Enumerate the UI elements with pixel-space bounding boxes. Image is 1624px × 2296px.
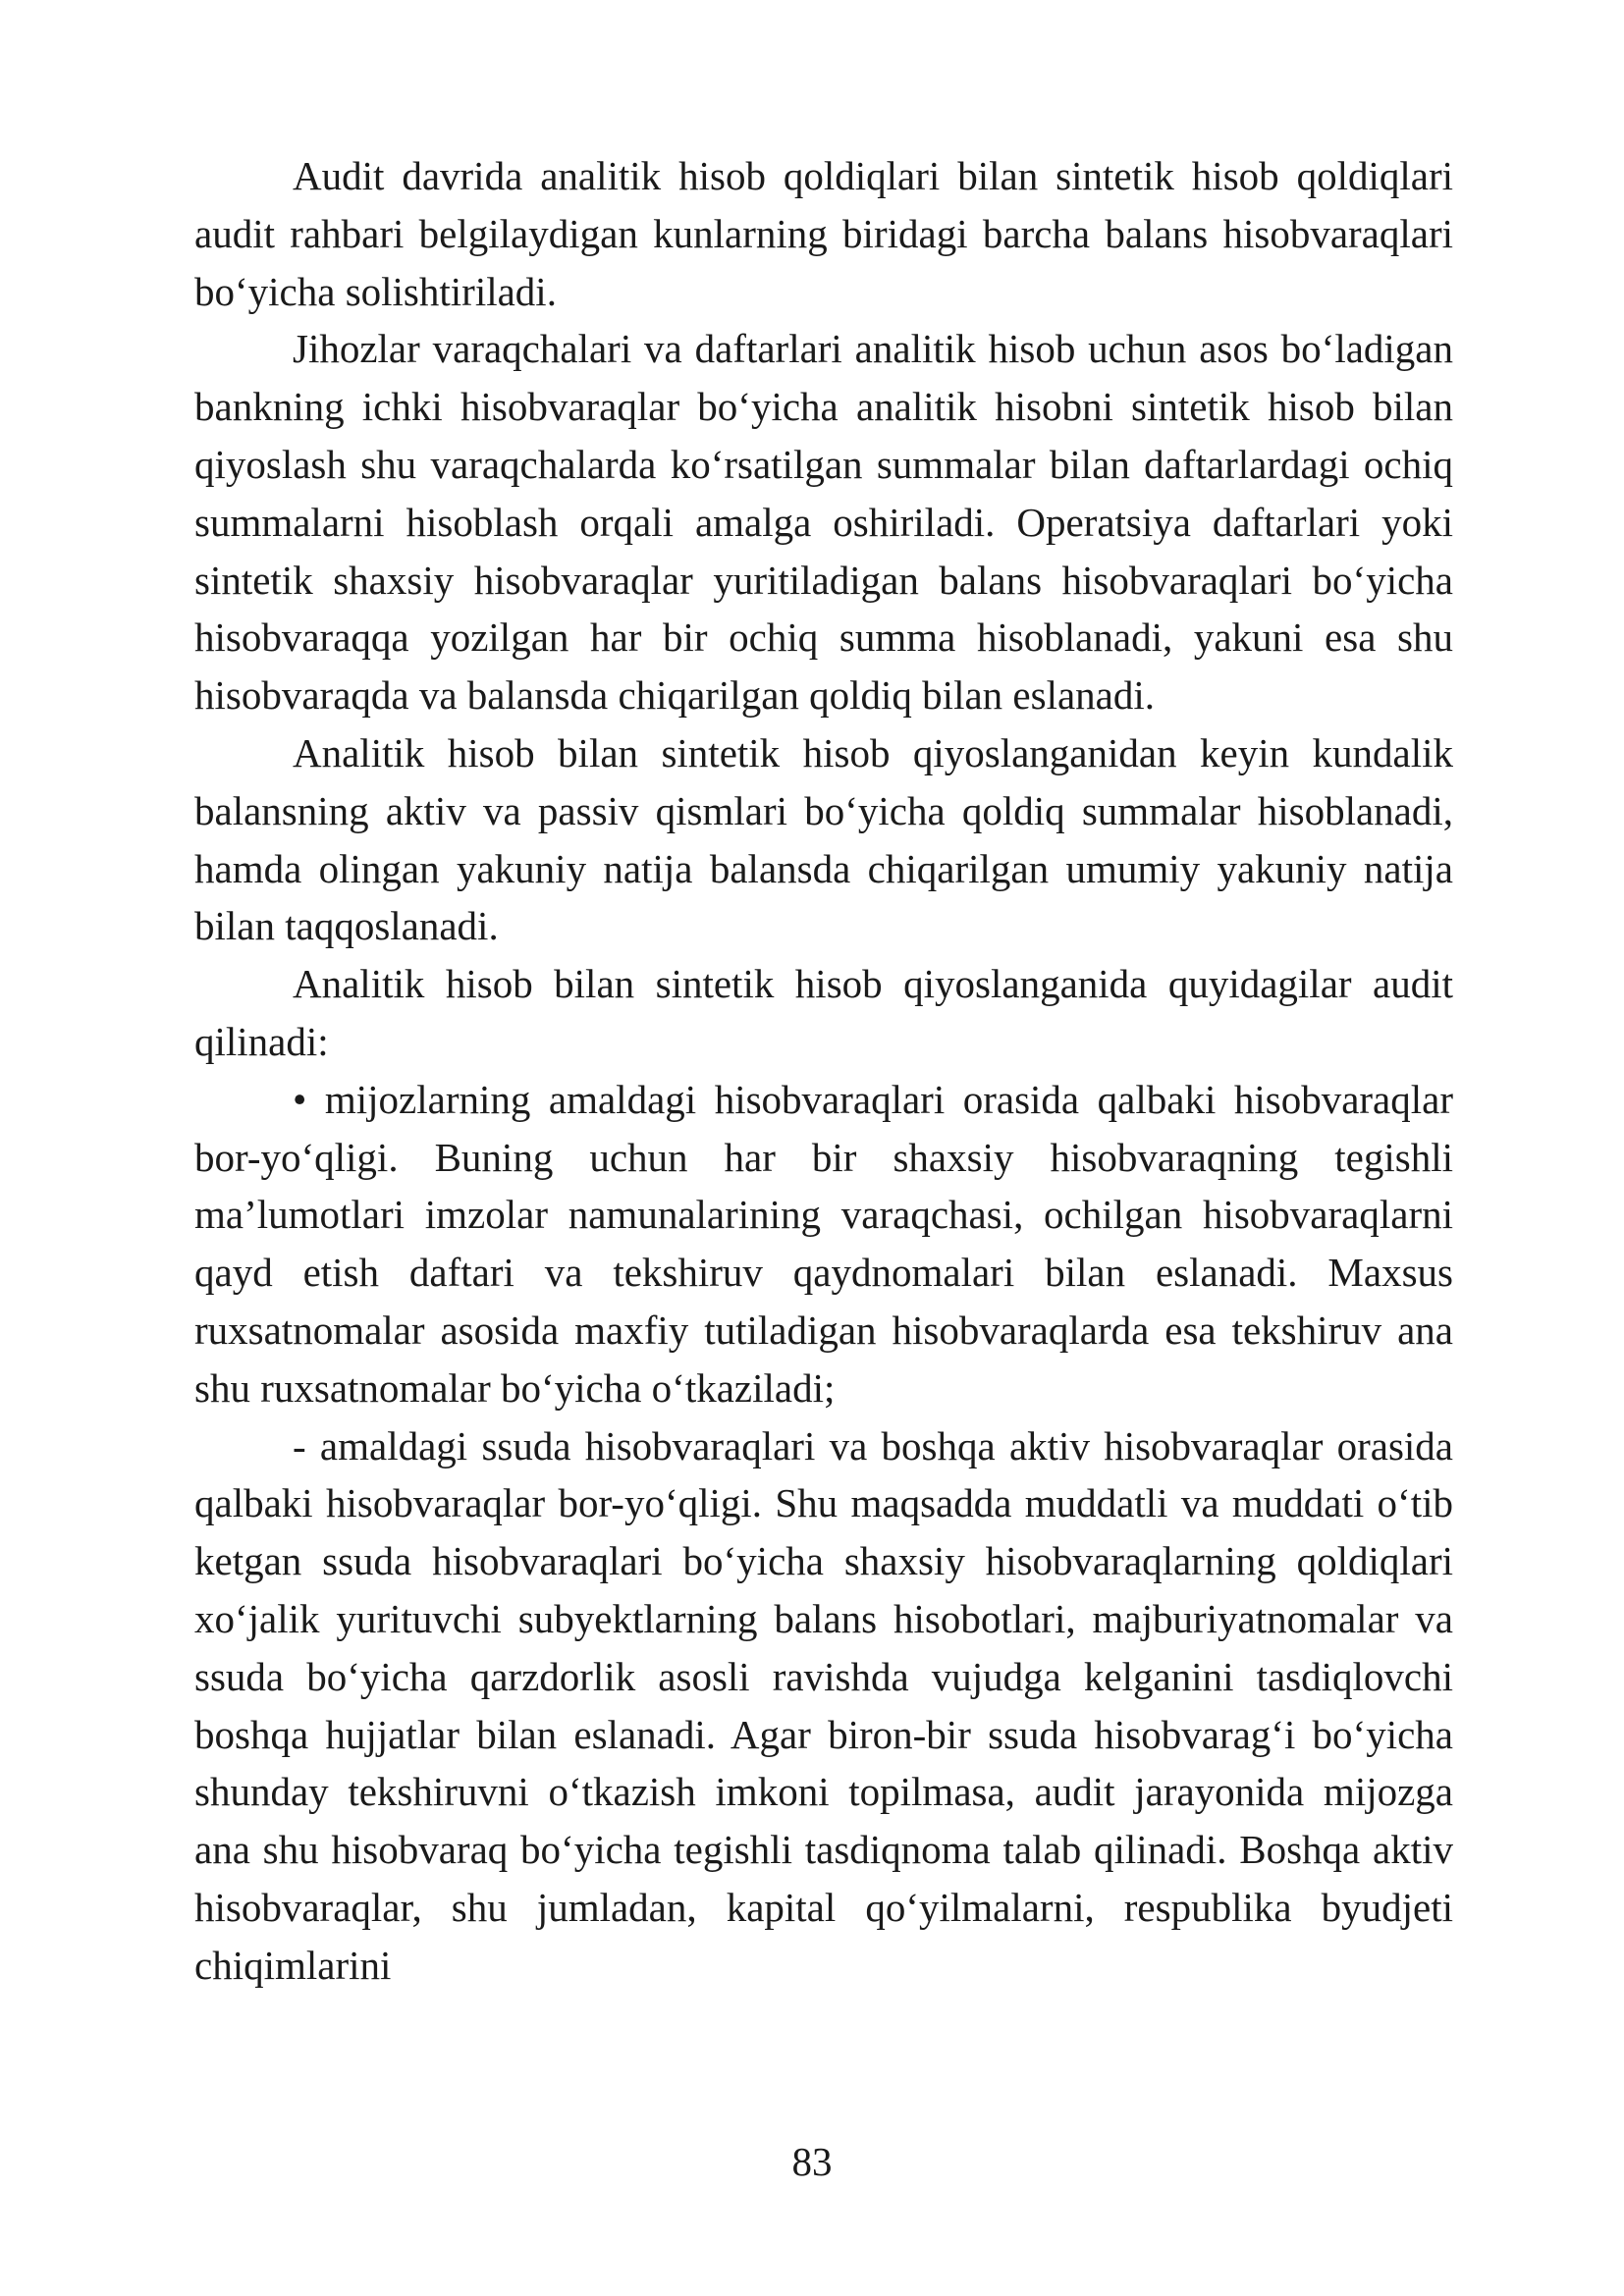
list-item-client-accounts: • mijozlarning amaldagi hisobvaraqlari orasida qalbaki hisobvaraqlar bor-yo‘qligi. Buning uchun har bir shaxsiy hisobvaraqning tegishli ma’lumotlari imzolar namunalarining varaqchasi, ochilgan hisobvaraqlarni qayd etish daftari va tekshiruv qaydnomalari bilan eslanadi. Maxsus ruxsatnomalar asosida maxfiy tutiladigan hisobvaraqlarda esa tekshiruv ana shu ruxsatnomalar bo‘yicha o‘tkaziladi; bbox=[194, 1076, 1453, 1411]
paragraph-equipment-cards: Jihozlar varaqchalari va daftarlari analitik hisob uchun asos bo‘ladigan bankning ichki hisobvaraqlar bo‘yicha analitik hisobni sintetik hisob bilan qiyoslash shu varaqchalarda ko‘rsatilgan summalar bilan daftarlardagi ochiq summalarni hisoblash orqali amalga oshiriladi. Operatsiya daftarlari yoki sintetik shaxsiy hisobvaraqlar yuritiladigan balans hisobvaraqlari bo‘yicha hisobvaraqqa yozilgan har bir ochiq summa hisoblanadi, yakuni esa shu hisobvaraqda va balansda chiqarilgan qoldiq bilan eslanadi. bbox=[194, 326, 1453, 719]
paragraph-balance-totals: Analitik hisob bilan sintetik hisob qiyoslanganidan keyin kundalik balansning aktiv va passiv qismlari bo‘yicha qoldiq summalar hisoblanadi, hamda olingan yakuniy natija balansda chiqarilgan umumiy yakuniy natija bilan taqqoslanadi. bbox=[194, 729, 1453, 949]
page-number: 83 bbox=[791, 2139, 833, 2184]
page-body bbox=[194, 147, 1453, 1995]
list-item-loan-accounts: - amaldagi ssuda hisobvaraqlari va boshqa aktiv hisobvaraqlar orasida qalbaki hisobvaraqlar bor-yo‘qligi. Shu maqsadda muddatli va muddati o‘tib ketgan ssuda hisobvaraqlari bo‘yicha shaxsiy hisobvaraqlarning qoldiqlari xo‘jalik yurituvchi subyektlarning balans hisobotlari, majburiyatnomalar va ssuda bo‘yicha qarzdorlik asosli ravishda vujudga kelganini tasdiqlovchi boshqa hujjatlar bilan eslanadi. Agar biron-bir ssuda hisobvarag‘i bo‘yicha shunday tekshiruvni o‘tkazish imkoni topilmasa, audit jarayonida mijozga ana shu hisobvaraq bo‘yicha tegishli tasdiqnoma talab qilinadi. Boshqa aktiv hisobvaraqlar, shu jumladan, kapital qo‘yilmalarni, respublika byudjeti chiqimlarini bbox=[194, 1422, 1453, 1988]
paragraph-audit-items-intro: Analitik hisob bilan sintetik hisob qiyoslanganida quyidagilar audit qilinadi: bbox=[194, 961, 1453, 1064]
paragraph-audit-reconciliation: Audit davrida analitik hisob qoldiqlari bilan sintetik hisob qoldiqlari audit rahbari belgilaydigan kunlarning biridagi barcha balans hisobvaraqlari bo‘yicha solishtiriladi. bbox=[194, 153, 1453, 314]
